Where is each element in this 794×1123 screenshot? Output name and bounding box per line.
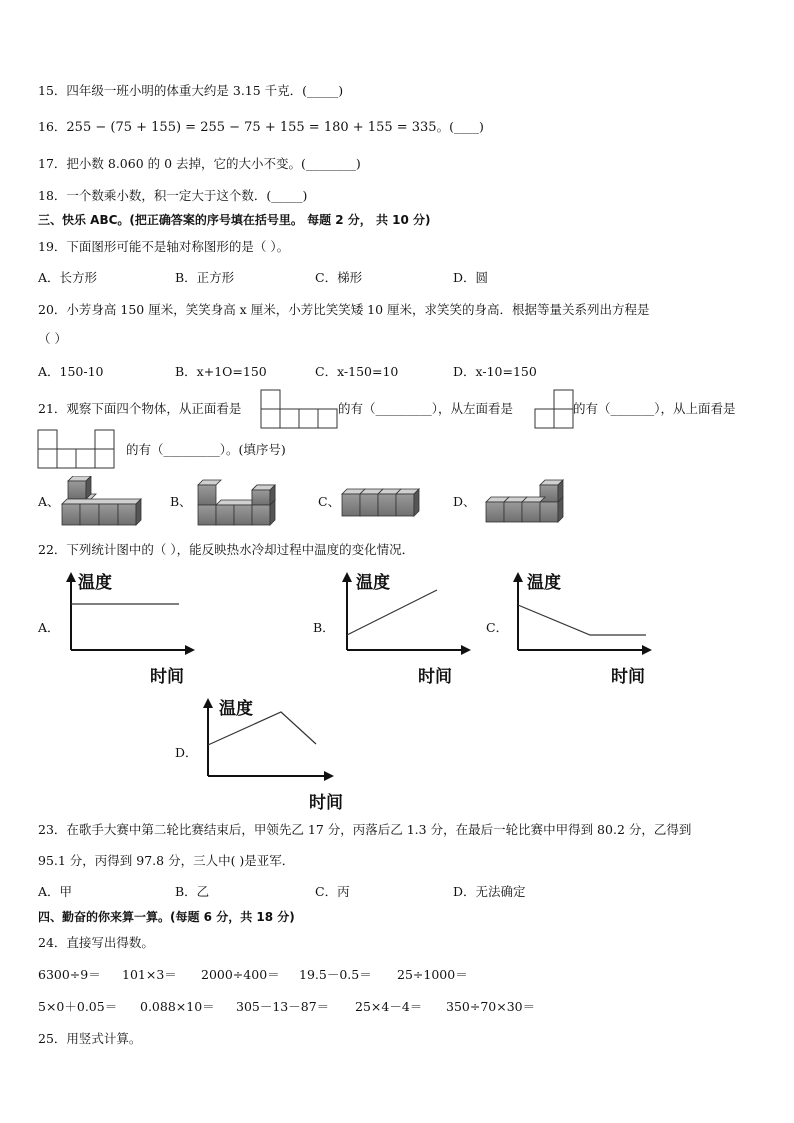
q22-option-d-label: D． <box>175 745 198 760</box>
front-view-figure <box>260 389 338 429</box>
question-21-part4: 的有（_________）。(填序号) <box>126 442 286 457</box>
q20-option-c: C．x-150=10 <box>315 364 399 379</box>
q21-option-b-label: B、 <box>170 494 192 509</box>
calc-1-4: 19.5－0.5＝ <box>299 967 372 982</box>
calc-1-2: 101×3＝ <box>122 967 177 982</box>
question-25: 25．用竖式计算。 <box>38 1031 142 1046</box>
temperature-line-b <box>347 590 437 635</box>
q23-option-c: C．丙 <box>315 884 350 899</box>
q21-object-c <box>340 486 426 520</box>
q22-option-c-label: C． <box>486 620 509 635</box>
calc-1-5: 25÷1000＝ <box>397 967 468 982</box>
question-16-number: 16． <box>38 119 67 134</box>
q19-option-b: B．正方形 <box>175 270 235 285</box>
calc-2-5: 350÷70×30＝ <box>446 999 536 1014</box>
question-23-stem-continued: 95.1 分，丙得到 97.8 分，三人中( )是亚军． <box>38 853 295 868</box>
q22-graph-c <box>505 566 655 690</box>
q20-option-a: A．150-10 <box>38 364 104 379</box>
calc-1-3: 2000÷400＝ <box>201 967 280 982</box>
q23-option-a: A．甲 <box>38 884 73 899</box>
question-21-part3: 的有（_______），从上面看是 <box>573 401 736 416</box>
question-15: 15．四年级一班小明的体重大约是 3.15 千克．(_____) <box>38 83 344 98</box>
question-20-answer-bracket: （ ） <box>38 331 67 346</box>
question-17: 17．把小数 8.060 的 0 去掉，它的大小不变。(________) <box>38 156 361 171</box>
question-16-expression: 255 − (75 + 155) = 255 − 75 + 155 = 180 + 155 = 335 <box>66 120 437 135</box>
question-20-stem: 20．小芳身高 150 厘米，笑笑身高 x 厘米，小芳比笑笑矮 10 厘米，求笑笑的身高．根据等量关系列出方程是 <box>38 302 650 317</box>
top-view-figure <box>37 429 115 469</box>
temperature-line-c <box>518 605 646 635</box>
calc-1-1: 6300÷9＝ <box>38 967 101 982</box>
question-21-part2: 的有（_________），从左面看是 <box>338 401 514 416</box>
q19-option-c: C．梯形 <box>315 270 363 285</box>
question-23-stem: 23．在歌手大赛中第二轮比赛结束后，甲领先乙 17 分，丙落后乙 1.3 分，在最后一轮比赛中甲得到 80.2 分，乙得到 <box>38 822 692 837</box>
y-axis-label-d: 温度 <box>219 699 253 719</box>
question-19-stem: 19．下面图形可能不是轴对称图形的是（ ）。 <box>38 239 290 254</box>
calc-2-1: 5×0＋0.05＝ <box>38 999 118 1014</box>
question-24-stem: 24．直接写出得数。 <box>38 935 154 950</box>
x-axis-label-d: 时间 <box>309 793 343 813</box>
q20-option-b: B．x+1O=150 <box>175 364 267 379</box>
q21-option-a-label: A、 <box>38 494 60 509</box>
q21-object-a <box>60 476 142 528</box>
y-axis-label-a: 温度 <box>78 573 112 593</box>
q21-option-d-label: D、 <box>453 494 476 509</box>
q19-option-d: D．圆 <box>453 270 489 285</box>
q23-option-b: B．乙 <box>175 884 210 899</box>
question-16 <box>38 119 484 136</box>
question-18: 18．一个数乘小数，积一定大于这个数．(_____) <box>38 188 308 203</box>
q21-option-c-label: C、 <box>318 494 341 509</box>
q19-option-a: A．长方形 <box>38 270 98 285</box>
question-22-stem: 22．下列统计图中的（ ），能反映热水冷却过程中温度的变化情况． <box>38 542 415 557</box>
section-4-heading: 四、勤奋的你来算一算。(每题 6 分，共 18 分) <box>38 910 295 924</box>
calc-2-2: 0.088×10＝ <box>140 999 215 1014</box>
question-21-part1: 21．观察下面四个物体，从正面看是 <box>38 401 242 416</box>
y-axis-label-b: 温度 <box>356 573 390 593</box>
q21-object-d <box>484 478 576 526</box>
q22-graph-b <box>334 566 474 690</box>
calc-2-4: 25×4－4＝ <box>355 999 423 1014</box>
q20-option-d: D．x-10=150 <box>453 364 537 379</box>
q23-option-d: D．无法确定 <box>453 884 526 899</box>
q22-option-b-label: B． <box>313 620 335 635</box>
y-axis-label-c: 温度 <box>527 573 561 593</box>
q22-graph-d <box>195 690 345 814</box>
q22-option-a-label: A． <box>38 620 60 635</box>
calc-2-3: 305－13－87＝ <box>236 999 330 1014</box>
x-axis-label-c: 时间 <box>611 667 645 687</box>
section-3-heading: 三、快乐 ABC。(把正确答案的序号填在括号里。 每题 2 分， 共 10 分) <box>38 213 431 227</box>
left-view-figure <box>534 389 574 429</box>
x-axis-label-b: 时间 <box>418 667 452 687</box>
x-axis-label-a: 时间 <box>150 667 184 687</box>
q21-object-b <box>196 478 286 528</box>
q22-graph-a <box>58 566 198 690</box>
question-16-blank: 。(____) <box>436 119 484 134</box>
